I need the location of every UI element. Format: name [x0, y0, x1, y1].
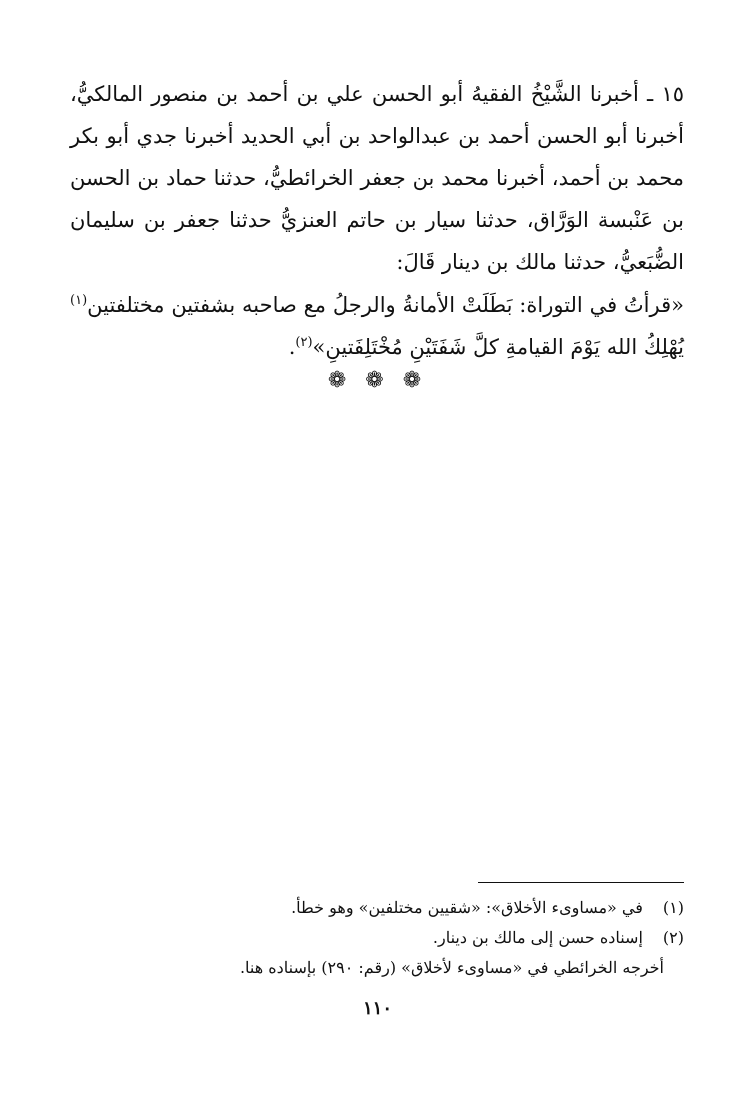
footnote-2-number: (٢) — [662, 928, 684, 947]
footnote-2-continuation: أخرجه الخرائطي في «مساوىء لأخلاق» (رقم: ٢٩٠) بإسناده هنا. — [239, 958, 664, 977]
footnote-ref-1: (١) — [70, 293, 88, 308]
footnote-2 — [70, 923, 684, 953]
hadith-text-end: . — [288, 335, 296, 359]
hadith-text-part2: يُهْلِكُ الله يَوْمَ القيامةِ كلَّ شَفَتَيْنِ مُخْتَلِفَتينِ» — [312, 335, 684, 359]
footnote-1 — [70, 893, 684, 923]
page-number: ١١٠ — [362, 998, 392, 1019]
hadith-text-paragraph — [70, 284, 684, 368]
footnote-1-number: (١) — [662, 898, 684, 917]
hadith-chain-paragraph: ١٥ ـ أخبرنا الشَّيْخُ الفقيهُ أبو الحسن علي بن أحمد بن منصور المالكيُّ، أخبرنا أبو الحسن أحمد بن عبدالواحد بن أبي الحديد أخبرنا جدي أبو بكر محمد بن أحمد، أخبرنا محمد بن جعفر الخرائطيُّ، حدثنا حماد بن الحسن بن عَنْبسة الوَرَّاق، حدثنا سيار بن حاتم العنزيُّ حدثنا جعفر بن سليمان الضُّبَعيُّ، حدثنا مالك بن دينار قَالَ: — [70, 82, 684, 274]
footnote-2-text: إسناده حسن إلى مالك بن دينار. — [432, 928, 643, 947]
section-separator-ornament: ❁ ❁ ❁ — [327, 368, 428, 393]
footnotes-block — [70, 893, 684, 983]
footnote-divider — [478, 882, 684, 883]
hadith-text-part1: «قرأتُ في التوراة: بَطَلَتْ الأمانةُ والرجلُ مع صاحبه بشفتين مختلفتين — [87, 293, 684, 317]
footnote-ref-2: (٢) — [295, 335, 313, 350]
footnote-1-text: في «مساوىء الأخلاق»: «شقيين مختلفين» وهو خطأ. — [291, 898, 643, 917]
